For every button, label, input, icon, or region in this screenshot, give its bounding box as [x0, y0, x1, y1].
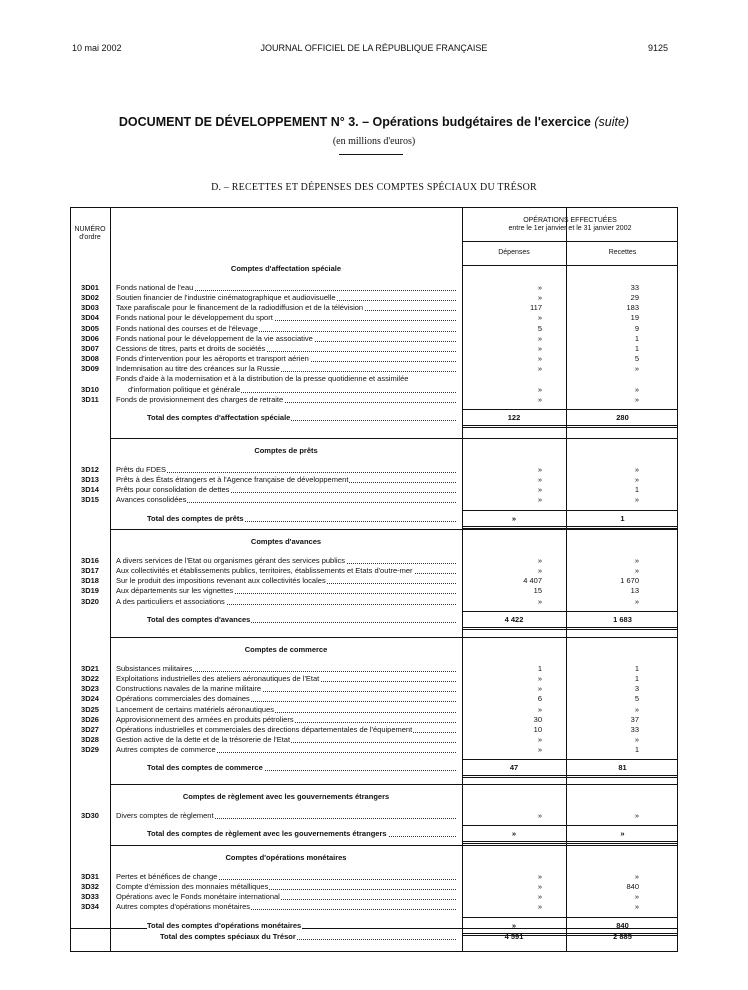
group-title: Comptes d'opérations monétaires	[225, 853, 347, 862]
row-label-text: Exploitations industrielles des ateliers aéronautiques de l'Etat	[116, 674, 320, 684]
row-label	[116, 586, 458, 596]
group-separator	[110, 529, 678, 530]
row-depenses: »	[537, 485, 542, 495]
row-depenses: »	[537, 354, 542, 364]
table-bottom-border	[70, 951, 678, 952]
row-code: 3D14	[81, 485, 99, 495]
row-recettes: 183	[626, 303, 639, 313]
row-code: 3D28	[81, 735, 99, 745]
row-label	[116, 475, 458, 485]
row-label	[116, 344, 458, 354]
row-recettes: 9	[634, 323, 639, 333]
total-rule-bottom	[462, 425, 678, 428]
row-label-text: Avances consolidées	[116, 495, 187, 505]
total-rule-top	[462, 759, 678, 760]
group-total-depenses: »	[511, 829, 517, 839]
group-total-depenses: 122	[507, 412, 521, 422]
row-label	[116, 715, 458, 725]
row-code: 3D29	[81, 745, 99, 755]
row-recettes: 37	[630, 714, 639, 724]
row-label-text: Fonds d'intervention pour les aéroports et transport aérien	[116, 354, 309, 364]
row-label-text: Autres comptes de commerce	[116, 745, 216, 755]
row-label-text: Pertes et bénéfices de change	[116, 872, 218, 881]
row-depenses: »	[537, 674, 542, 684]
row-depenses: »	[537, 495, 542, 505]
group-title: Comptes de règlement avec les gouvernements étrangers	[182, 792, 390, 801]
group-total-recettes: 1 683	[613, 614, 632, 624]
row-label	[116, 597, 458, 607]
row-label	[116, 566, 458, 576]
row-label	[116, 694, 458, 704]
header-ordre: d'ordre	[79, 234, 101, 241]
row-label	[116, 664, 458, 674]
document-title-text: DOCUMENT DE DÉVELOPPEMENT N° 3. – Opérations budgétaires de l'exercice	[118, 115, 591, 129]
row-recettes: 33	[630, 724, 639, 734]
row-code: 3D04	[81, 313, 99, 323]
row-code: 3D33	[81, 892, 99, 902]
row-recettes: »	[634, 892, 639, 902]
row-code: 3D01	[81, 283, 99, 292]
row-label-text: Cessions de titres, parts et droits de sociétés	[116, 343, 266, 353]
row-label-text: Fonds national des courses et de l'élevage	[116, 323, 258, 333]
row-code: 3D05	[81, 323, 99, 333]
grand-total-recettes: 2 885	[613, 932, 632, 941]
row-label	[116, 745, 458, 755]
row-code: 3D02	[81, 293, 99, 303]
row-code: 3D21	[81, 664, 99, 673]
row-depenses: »	[537, 384, 542, 394]
row-label-text: Prêts du FDES	[116, 465, 167, 474]
row-label	[116, 354, 458, 364]
row-code: 3D10	[81, 384, 99, 394]
row-depenses: »	[537, 364, 542, 374]
row-recettes: 1	[634, 343, 639, 353]
row-depenses: »	[537, 394, 542, 404]
row-depenses: »	[537, 343, 542, 353]
row-recettes: 29	[630, 293, 639, 303]
header-numero: NUMÉRO	[74, 226, 106, 233]
row-recettes: 3	[634, 684, 639, 694]
total-rule-bottom	[462, 841, 678, 844]
row-label-text: Divers comptes de règlement	[116, 811, 214, 820]
group-total-depenses: 4 422	[504, 614, 524, 624]
row-recettes: 5	[634, 354, 639, 364]
row-code: 3D30	[81, 811, 99, 820]
row-code: 3D08	[81, 354, 99, 364]
header-columns-divider	[462, 265, 678, 266]
group-separator	[110, 784, 678, 785]
row-depenses: 4 407	[523, 576, 542, 586]
row-recettes: 33	[630, 283, 639, 292]
group-total-label	[147, 514, 458, 524]
row-label	[116, 334, 458, 344]
row-recettes: »	[634, 394, 639, 404]
row-label	[116, 313, 458, 323]
row-label-text: Taxe parafiscale pour le financement de la radiodiffusion et de la télévision	[116, 303, 364, 313]
row-recettes: »	[634, 475, 639, 485]
row-depenses: »	[537, 892, 542, 902]
row-label-text: Fonds national pour le développement de la vie associative	[116, 333, 313, 343]
row-depenses: 6	[537, 694, 542, 704]
row-depenses: 5	[537, 323, 542, 333]
row-recettes: 1	[634, 664, 639, 673]
row-code: 3D34	[81, 902, 99, 912]
row-recettes: 1	[634, 745, 639, 755]
row-code: 3D11	[81, 394, 99, 404]
row-label-text: Autres comptes d'opérations monétaires	[116, 902, 251, 912]
group-total-depenses: »	[511, 513, 517, 523]
row-label-text: Lancement de certains matériels aéronautiques	[116, 704, 275, 714]
total-rule-bottom	[462, 627, 678, 630]
grand-total-label	[160, 932, 458, 942]
row-label	[116, 293, 458, 303]
row-code: 3D15	[81, 495, 99, 505]
row-code: 3D26	[81, 714, 99, 724]
group-total-recettes: »	[620, 829, 625, 839]
group-total-recettes: 840	[616, 920, 629, 930]
document-title	[0, 115, 748, 129]
row-depenses: »	[537, 704, 542, 714]
row-label	[116, 811, 458, 821]
row-code: 3D07	[81, 343, 99, 353]
header-depenses: Dépenses	[498, 249, 530, 256]
row-recettes: »	[634, 704, 639, 714]
row-depenses: 10	[533, 724, 542, 734]
group-title: Comptes de prêts	[254, 446, 318, 455]
column-divider-code	[110, 207, 111, 952]
row-label	[116, 674, 458, 684]
document-title-suffix: (suite)	[594, 115, 630, 129]
row-label-text: A divers services de l'Etat ou organismes gérant des services publics	[116, 556, 346, 565]
row-recettes: »	[634, 556, 639, 565]
row-depenses: »	[537, 566, 542, 576]
total-rule-top	[462, 409, 678, 410]
row-label-text: Constructions navales de la marine militaire	[116, 684, 262, 694]
row-recettes: »	[634, 596, 639, 606]
row-code: 3D03	[81, 303, 99, 313]
row-recettes: »	[634, 811, 639, 820]
group-title: Comptes de commerce	[244, 645, 328, 654]
header-operations-period: entre le 1er janvier et le 31 janvier 2002	[508, 225, 632, 232]
row-label-text: Compte d'émission des monnaies métalliques	[116, 882, 269, 892]
row-depenses: »	[537, 475, 542, 485]
group-title: Comptes d'avances	[250, 537, 322, 546]
group-total-label-text: Total des comptes de commerce	[147, 763, 263, 773]
row-label	[116, 495, 458, 505]
row-label-text: Opérations commerciales des domaines	[116, 694, 250, 704]
group-separator	[110, 438, 678, 439]
row-recettes: »	[634, 364, 639, 374]
row-code: 3D23	[81, 684, 99, 694]
row-label	[116, 684, 458, 694]
row-code: 3D27	[81, 724, 99, 734]
row-label-text: Soutien financier de l'industrie cinématographique et audiovisuelle	[116, 293, 336, 303]
row-label-text: Fonds national de l'eau	[116, 283, 194, 292]
row-recettes: »	[634, 872, 639, 881]
row-label	[116, 556, 458, 566]
row-recettes: 1 670	[620, 576, 639, 586]
group-total-recettes: 81	[618, 763, 627, 773]
grand-total-depenses: 4 591	[504, 932, 524, 941]
row-recettes: »	[634, 902, 639, 912]
row-recettes: 13	[630, 586, 639, 596]
group-total-recettes: 280	[616, 412, 629, 422]
row-code: 3D13	[81, 475, 99, 485]
row-label-text: Fonds de provisionnement des charges de retraite	[116, 394, 284, 404]
row-recettes: »	[634, 735, 639, 745]
title-rule	[339, 154, 403, 155]
grand-total-label-text: Total des comptes spéciaux du Trésor	[160, 932, 296, 941]
group-total-label	[147, 763, 458, 773]
row-recettes: 840	[626, 882, 639, 892]
row-label	[116, 364, 458, 374]
group-total-label-text: Total des comptes de prêts	[147, 513, 244, 523]
header-recettes: Recettes	[608, 249, 637, 256]
row-depenses: »	[537, 293, 542, 303]
row-code: 3D19	[81, 586, 99, 596]
total-rule-top	[462, 825, 678, 826]
row-depenses: 15	[533, 586, 542, 596]
row-label	[116, 705, 458, 715]
row-label-text: Prêts pour consolidation de dettes	[116, 485, 230, 495]
header-journal-title: JOURNAL OFFICIEL DE LA RÉPUBLIQUE FRANÇAISE	[260, 43, 488, 53]
group-separator	[110, 637, 678, 638]
group-total-label-text: Total des comptes d'opérations monétaires	[147, 920, 302, 930]
header-page-number: 9125	[647, 43, 668, 53]
total-rule-top	[462, 917, 678, 918]
row-label-text: Fonds d'aide à la modernisation et à la distribution de la presse quotidienne et assimilée	[116, 374, 409, 384]
header-operations-title: OPÉRATIONS EFFECTUÉES	[523, 217, 617, 224]
group-title: Comptes d'affectation spéciale	[230, 264, 342, 273]
row-code: 3D32	[81, 882, 99, 892]
row-label-text: Prêts à des États étrangers et à l'Agence française de développement	[116, 475, 349, 485]
row-depenses: »	[537, 596, 542, 606]
row-label-text: Sur le produit des impositions revenant aux collectivités locales	[116, 576, 326, 586]
row-label-text: Aux départements sur les vignettes	[116, 586, 234, 596]
row-depenses: »	[537, 684, 542, 694]
row-recettes: »	[634, 495, 639, 505]
page-header	[0, 0, 748, 60]
row-label-text: Approvisionnement des armées en produits pétroliers	[116, 714, 294, 724]
total-rule-bottom	[462, 775, 678, 778]
total-rule-top	[462, 510, 678, 511]
header-numero-ordre	[70, 226, 110, 242]
row-label	[116, 892, 458, 902]
section-title: D. – RECETTES ET DÉPENSES DES COMPTES SPÉCIAUX DU TRÉSOR	[211, 182, 537, 193]
document-subtitle: (en millions d'euros)	[332, 136, 416, 147]
row-depenses: »	[537, 556, 542, 565]
budget-table	[70, 207, 678, 952]
row-recettes: »	[634, 566, 639, 576]
group-total-label	[147, 413, 458, 423]
row-code: 3D06	[81, 333, 99, 343]
row-depenses: »	[537, 882, 542, 892]
row-recettes: 5	[634, 694, 639, 704]
row-label-text: Gestion active de la dette et de la trésorerie de l'Etat	[116, 735, 291, 745]
row-label-text: Opérations industrielles et commerciales des directions départementales de l'équipement	[116, 724, 413, 734]
row-label-text: A des particuliers et associations	[116, 596, 225, 606]
row-code: 3D25	[81, 704, 99, 714]
row-label	[116, 324, 458, 334]
group-total-recettes: 1	[620, 513, 625, 523]
row-depenses: »	[537, 811, 542, 820]
row-recettes: 1	[634, 674, 639, 684]
row-label	[116, 395, 458, 405]
row-label	[116, 735, 458, 745]
row-depenses: »	[537, 333, 542, 343]
row-code: 3D12	[81, 465, 99, 474]
row-label	[116, 725, 458, 735]
row-recettes: »	[634, 465, 639, 474]
header-operations	[462, 217, 678, 233]
group-total-label-text: Total des comptes de règlement avec les gouvernements étrangers	[147, 829, 387, 839]
row-code: 3D24	[81, 694, 99, 704]
group-total-label-text: Total des comptes d'avances	[147, 614, 251, 624]
row-depenses: »	[537, 745, 542, 755]
group-total-label	[147, 615, 458, 625]
row-recettes: 1	[634, 485, 639, 495]
row-depenses: »	[537, 465, 542, 474]
row-depenses: »	[537, 313, 542, 323]
table-top-border	[70, 207, 678, 208]
group-total-label	[147, 829, 458, 839]
row-code: 3D20	[81, 596, 99, 606]
header-ops-divider	[462, 241, 678, 242]
group-total-depenses: 47	[509, 763, 519, 773]
row-recettes: 19	[630, 313, 639, 323]
total-rule-top	[462, 611, 678, 612]
row-depenses: 30	[533, 714, 542, 724]
row-recettes: »	[634, 384, 639, 394]
row-code: 3D22	[81, 674, 99, 684]
row-label	[116, 465, 458, 475]
row-label	[116, 374, 458, 384]
row-code: 3D09	[81, 364, 99, 374]
row-depenses: »	[537, 872, 542, 881]
row-code: 3D16	[81, 556, 99, 565]
row-label-text: Subsistances militaires	[116, 664, 193, 673]
group-total-depenses: »	[511, 920, 517, 930]
row-label-text: Indemnisation au titre des créances sur la Russie	[116, 364, 280, 374]
row-recettes: 1	[634, 333, 639, 343]
row-depenses: 117	[530, 303, 542, 313]
row-label-text: Aux collectivités et établissements publics, territoires, établissements et Etats d'outre-mer	[116, 566, 413, 576]
row-depenses: 1	[537, 664, 542, 673]
group-total-label-text: Total des comptes d'affectation spéciale	[147, 412, 291, 422]
row-label	[116, 902, 458, 912]
row-code: 3D31	[81, 872, 99, 881]
row-label	[116, 872, 458, 882]
header-date: 10 mai 2002	[72, 43, 122, 53]
row-depenses: »	[537, 283, 542, 292]
row-depenses: »	[537, 735, 542, 745]
row-label	[116, 283, 458, 293]
group-total-label	[147, 921, 458, 931]
row-label	[116, 485, 458, 495]
row-label-continued-text: d'information politique et générale	[128, 384, 241, 394]
row-depenses: »	[537, 902, 542, 912]
row-code: 3D17	[81, 566, 99, 576]
row-label-text: Opérations avec le Fonds monétaire international	[116, 892, 280, 902]
row-label	[116, 576, 458, 586]
row-label	[116, 303, 458, 313]
row-label	[116, 882, 458, 892]
row-label-continued	[128, 385, 458, 395]
group-separator	[110, 845, 678, 846]
row-code: 3D18	[81, 576, 99, 586]
row-label-text: Fonds national pour le développement du sport	[116, 313, 273, 323]
